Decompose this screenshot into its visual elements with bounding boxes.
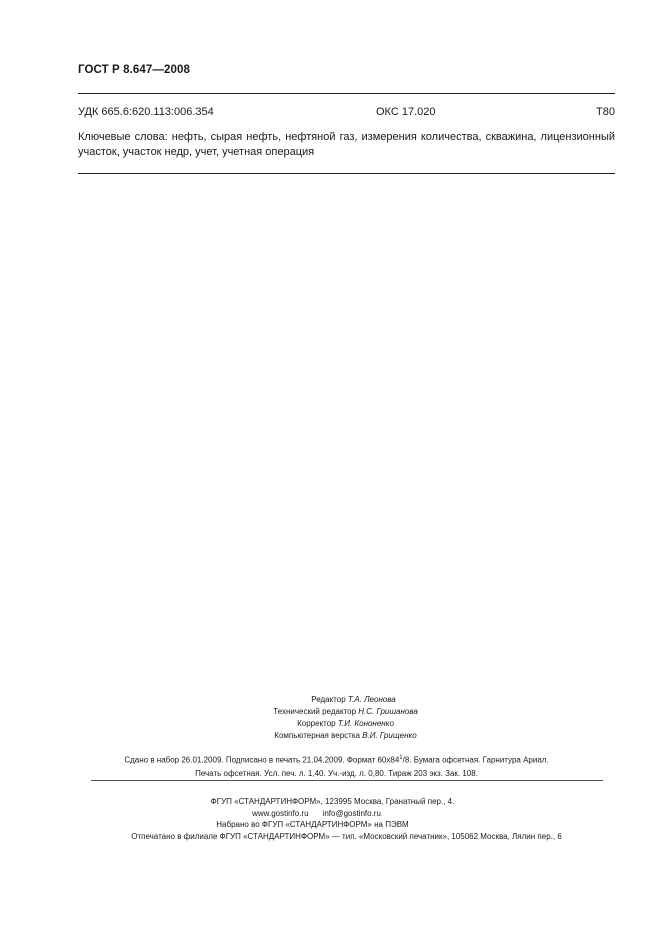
layout-label: Компьютерная верстка xyxy=(274,731,360,740)
printed-note: Отпечатано в филиале ФГУП «СТАНДАРТИНФОРМ» — тип. «Московский печатник», 105062 Москва, Лялин пер., 6 xyxy=(131,831,562,841)
oks-code: ОКС 17.020 xyxy=(376,106,436,118)
editor-name: Т.А. Леонова xyxy=(347,695,396,704)
udk-code: УДК 665.6:620.113:006.354 xyxy=(78,106,214,118)
proofreader-label: Корректор xyxy=(297,719,336,728)
editor-label: Редактор xyxy=(311,695,346,704)
group-code: Т80 xyxy=(596,106,615,118)
print-info-line-1-start: Сдано в набор 26.01.2009. Подписано в печать 21.04.2009. Формат 60x84 xyxy=(124,755,400,765)
publisher-address: ФГУП «СТАНДАРТИНФОРМ», 123995 Москва, Гранатный пер., 4. xyxy=(210,797,455,806)
publisher-email: info@gostinfo.ru xyxy=(322,808,381,818)
typeset-note: Набрано во ФГУП «СТАНДАРТИНФОРМ» на ПЭВМ xyxy=(216,820,409,829)
publisher-website: www.gostinfo.ru xyxy=(252,808,309,818)
publisher-contacts xyxy=(0,808,647,820)
credits-block xyxy=(0,694,661,742)
editor-credit xyxy=(23,694,661,706)
imprint-divider xyxy=(91,780,603,781)
layout-credit xyxy=(15,730,661,742)
publisher-block xyxy=(0,796,661,842)
print-info-line-1 xyxy=(6,752,661,767)
top-divider xyxy=(78,93,615,94)
print-info-line-2: Печать офсетная. Усл. печ. л. 1,40. Уч.-изд. л. 0,80. Тираж 203 экз. Зак. 108. xyxy=(195,768,478,778)
format-fraction-numerator: 1 xyxy=(399,755,403,761)
proofreader-credit xyxy=(15,718,661,730)
keywords-block xyxy=(78,130,615,160)
keywords-line-1: Ключевые слова: нефть, сырая нефть, нефтяной газ, измерения количества, скважина, лицензионный xyxy=(78,131,615,143)
classification-row xyxy=(78,106,615,122)
tech-editor-credit xyxy=(15,706,661,718)
layout-name: В.И. Грищенко xyxy=(362,731,417,740)
keywords-line-2: участок, участок недр, учет, учетная операция xyxy=(78,146,315,158)
tech-editor-label: Технический редактор xyxy=(273,707,357,716)
proofreader-name: Т.И. Кононенко xyxy=(337,719,394,728)
tech-editor-name: Н.С. Гришанова xyxy=(358,707,418,716)
document-code: ГОСТ Р 8.647—2008 xyxy=(78,64,190,76)
print-info-block xyxy=(0,752,661,780)
keywords-divider xyxy=(78,173,615,174)
print-info-line-1-end: /8. Бумага офсетная. Гарнитура Ариал. xyxy=(402,755,549,765)
